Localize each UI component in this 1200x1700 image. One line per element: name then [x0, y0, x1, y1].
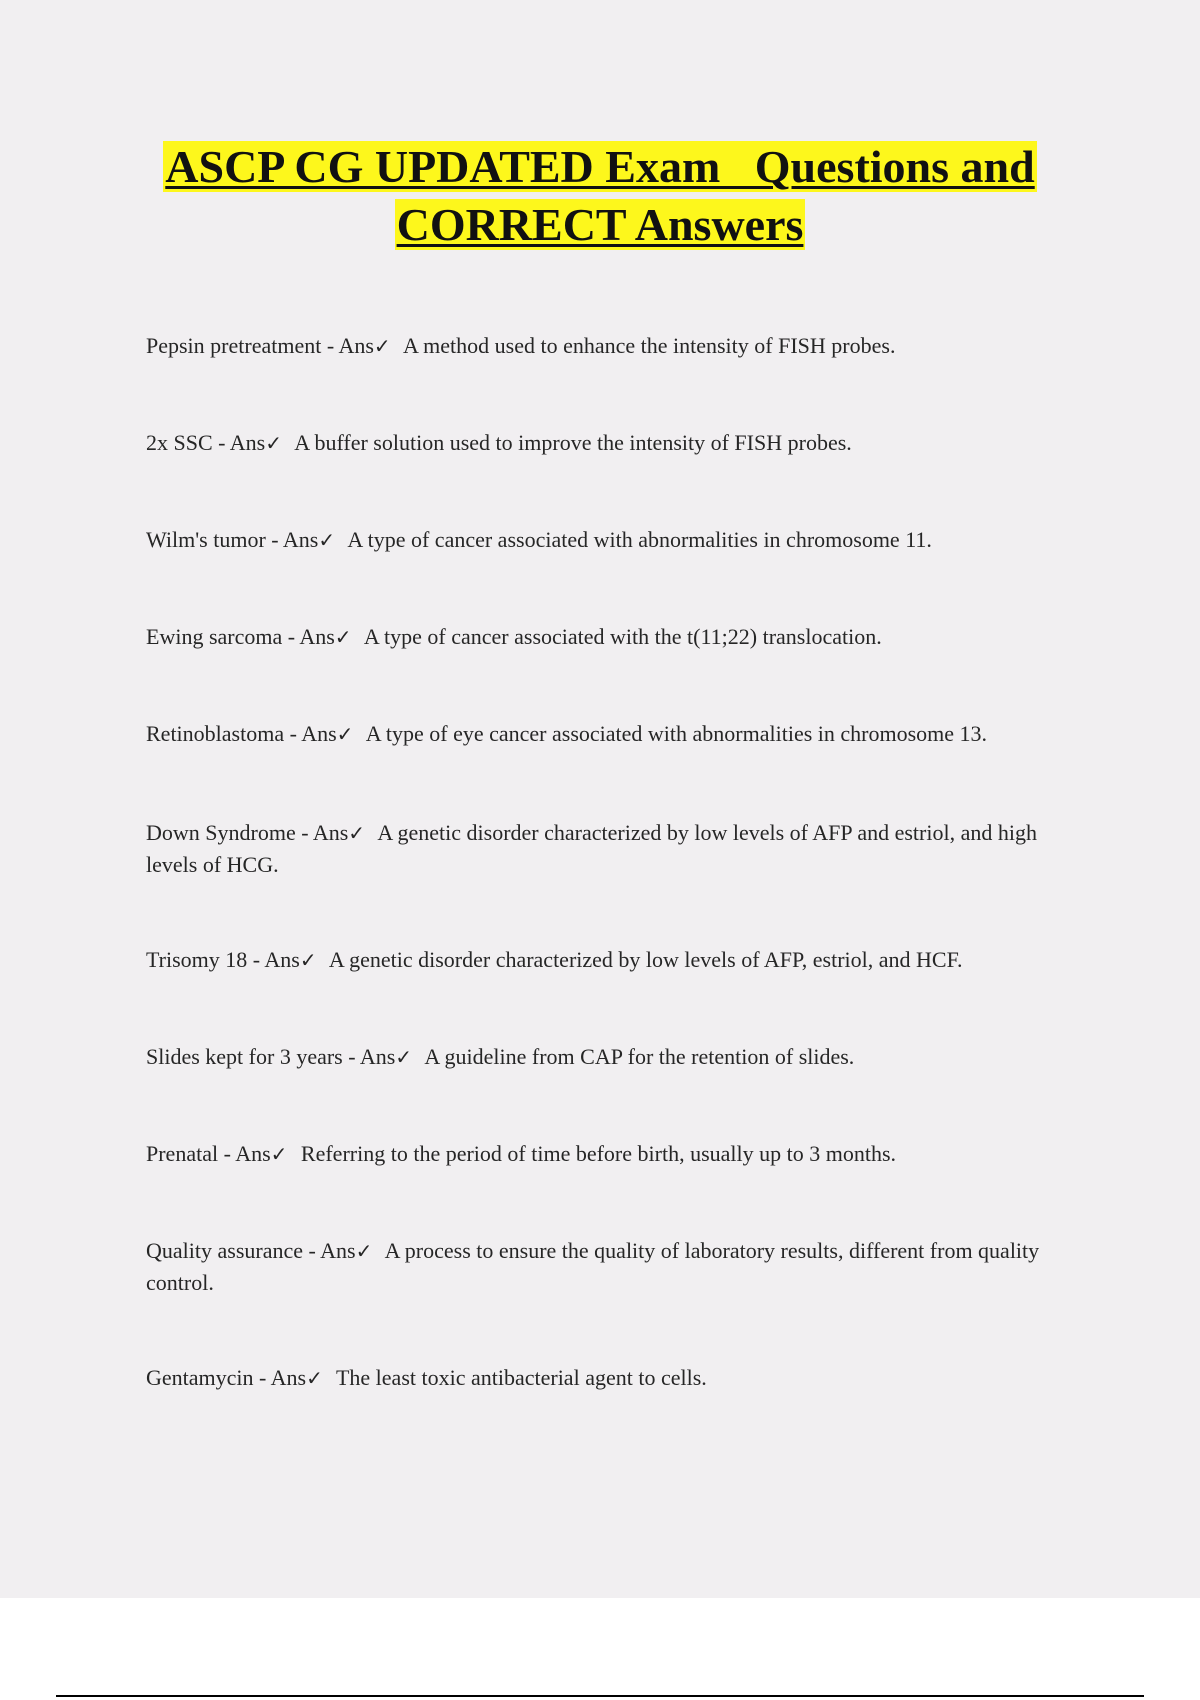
qa-term: Pepsin pretreatment - Ans — [146, 333, 374, 358]
qa-item-retinoblastoma — [146, 718, 1086, 750]
qa-answer: A process to ensure the quality of laboratory results, different from quality control. — [146, 1238, 1040, 1295]
title-line-2-text: CORRECT Answers — [396, 199, 804, 250]
qa-answer: A buffer solution used to improve the intensity of FISH probes. — [294, 430, 852, 455]
check-icon: ✓ — [334, 625, 352, 649]
qa-term: Down Syndrome - Ans — [146, 820, 349, 845]
check-icon: ✓ — [373, 334, 391, 358]
qa-item-slides-kept — [146, 1041, 1086, 1073]
check-icon: ✓ — [355, 1239, 373, 1263]
check-icon: ✓ — [318, 528, 336, 552]
qa-item-ewing-sarcoma — [146, 621, 1086, 653]
check-icon: ✓ — [395, 1045, 413, 1069]
qa-term: Wilm's tumor - Ans — [146, 527, 319, 552]
check-icon: ✓ — [348, 821, 366, 845]
qa-term: 2x SSC - Ans — [146, 430, 266, 455]
title-line-1 — [161, 138, 1038, 196]
title-line-2 — [393, 196, 808, 254]
title-line-1-text: ASCP CG UPDATED Exam Questions and — [165, 141, 1035, 192]
check-icon: ✓ — [265, 431, 282, 455]
qa-answer: A guideline from CAP for the retention of slides. — [424, 1044, 855, 1069]
check-icon: ✓ — [336, 722, 354, 746]
page-title — [0, 138, 1200, 254]
qa-term: Prenatal - Ans — [146, 1141, 271, 1166]
qa-answer: The least toxic antibacterial agent to cells. — [335, 1365, 707, 1390]
qa-item-quality-assurance — [146, 1235, 1086, 1298]
qa-answer: A type of cancer associated with the t(11;22) translocation. — [363, 624, 882, 649]
qa-answer: Referring to the period of time before birth, usually up to 3 months. — [300, 1141, 897, 1166]
qa-item-pepsin — [146, 330, 1086, 362]
qa-item-trisomy-18 — [146, 944, 1086, 976]
qa-item-gentamycin — [146, 1362, 1086, 1394]
qa-answer: A genetic disorder characterized by low levels of AFP and estriol, and high levels of HCG. — [146, 820, 1037, 877]
check-icon: ✓ — [299, 948, 317, 972]
qa-answer: A type of cancer associated with abnormalities in chromosome 11. — [347, 527, 932, 552]
qa-answer: A method used to enhance the intensity of FISH probes. — [402, 333, 896, 358]
qa-answer: A genetic disorder characterized by low levels of AFP, estriol, and HCF. — [328, 947, 963, 972]
qa-item-2x-ssc — [146, 427, 1086, 459]
qa-term: Trisomy 18 - Ans — [146, 947, 300, 972]
qa-term: Slides kept for 3 years - Ans — [146, 1044, 396, 1069]
check-icon: ✓ — [270, 1142, 288, 1166]
qa-item-down-syndrome — [146, 817, 1086, 880]
check-icon: ✓ — [306, 1366, 323, 1390]
qa-term: Retinoblastoma - Ans — [146, 721, 337, 746]
qa-item-prenatal — [146, 1138, 1086, 1170]
qa-term: Ewing sarcoma - Ans — [146, 624, 335, 649]
qa-answer: A type of eye cancer associated with abnormalities in chromosome 13. — [365, 721, 988, 746]
qa-term: Quality assurance - Ans — [146, 1238, 356, 1263]
qa-item-wilms-tumor — [146, 524, 1086, 556]
footer-divider — [56, 1695, 1144, 1697]
qa-term: Gentamycin - Ans — [146, 1365, 307, 1390]
